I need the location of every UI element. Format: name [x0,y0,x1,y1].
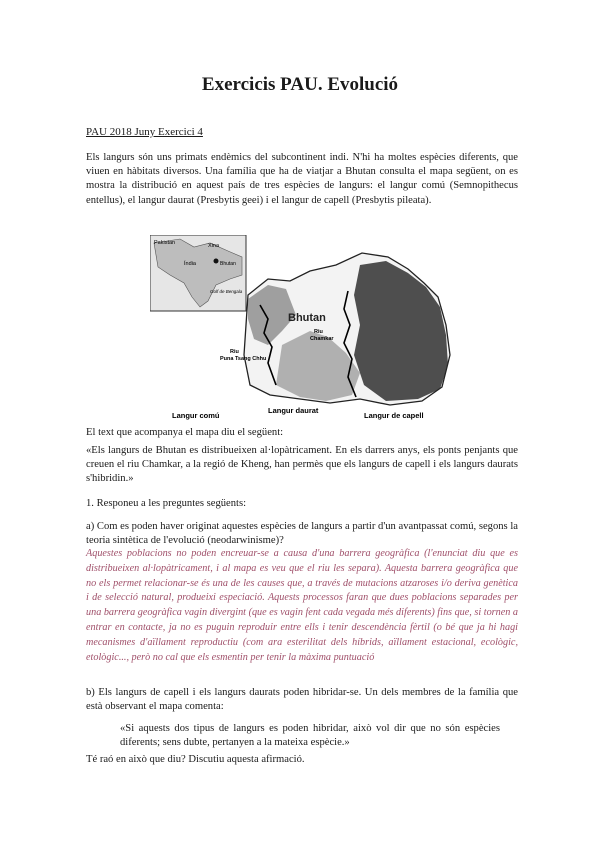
river-1-label-line2: Puna Tsang Chhu [220,356,267,362]
legend-langur-comu: Langur comú [172,411,220,420]
legend-langur-daurat: Langur daurat [268,406,319,415]
inset-label-1: Xina [208,243,220,249]
inset-label-4: Golf de Bengala [210,289,243,294]
quote-b: «Si aquests dos tipus de langurs es poden hibridar, això vol dir que no són espècies diferents; sens dubte, pertanyen a la mateixa espècie.» [120,723,500,749]
inset-label-3: Índia [184,261,196,267]
instruction-line: 1. Responeu a les preguntes següents: [86,498,247,509]
river-1-label-line1: Riu [230,349,239,355]
question-b: b) Els langurs de capell i els langurs daurats poden hibridar-se. Un dels membres de la família que està observant el mapa comenta: [86,687,518,713]
page-title: Exercicis PAU. Evolució [201,74,399,95]
closing-question: Té raó en això que diu? Discutiu aquesta afirmació. [86,754,305,765]
langur-capell-region [354,261,448,401]
intro-paragraph: Els langurs són uns primats endèmics del subcontinent indi. N'hi ha moltes espècies diferents, que viuen en hàbitats diversos. Una família que ha de viatjar a Bhutan consulta el mapa següent, on es mostra la distribució en aquest país de tres espècies de langurs: el langur comú (Semnopithecus entellus), el langur daurat (Presbytis geei) i el langur de capell (Presbytis pileata). [86,152,518,206]
river-2-label-line2: Chamkar [310,336,334,342]
quote-paragraph: «Els langurs de Bhutan es distribueixen al·lopàtricament. En els darrers anys, els ponts penjants que creuen el riu Chamkar, a la regió de Kheng, han permès que els langurs de capell i els langurs daurats s'hibridin.» [86,445,518,485]
inset-bhutan-marker [214,259,219,264]
exam-reference: PAU 2018 Juny Exercici 4 [86,126,203,138]
bhutan-map [150,235,452,421]
map-graphic [150,235,452,421]
inset-label-0: Pakistan [154,240,176,246]
legend-langur-capell: Langur de capell [364,411,424,420]
map-caption: El text que acompanya el mapa diu el següent: [86,427,284,438]
question-a: a) Com es poden haver originat aquestes espècies de langurs a partir d'un avantpassat comú, segons la teoria sintètica de l'evolució (neodarwinisme)? [86,521,518,547]
answer-a: Aquestes poblacions no poden encreuar-se a causa d'una barrera geogràfica (l'enunciat diu que es distribueixen al·lopàtricament, i al mapa es veu que el riu les separa). Aquesta barrera geogràfica que no els permet relacionar-se és una de les causes que, a través de mutacions atzaroses i/o deriva genètica i de selecció natural, produeixi especiació. Aquests processos faran que dues poblacions separades per una barrera geogràfica vagin divergint (que es vagin fent cada vegada més diferents) fins que, si tornen a entrar en contacte, ja no es puguin reproduir entre ells i tenir descendència fèrtil (o bé que ja hi hagi mecanismes d'aïllament reproductiu (com ara esterilitat dels híbrids, aïllament estacional, ecològic, etològic..., però no cal que els esmentin per tenir la màxima puntuació [86,548,518,663]
inset-label-2: Bhutan [220,261,236,267]
map-region-label: Bhutan [288,312,326,324]
river-2-label-line1: Riu [314,329,323,335]
